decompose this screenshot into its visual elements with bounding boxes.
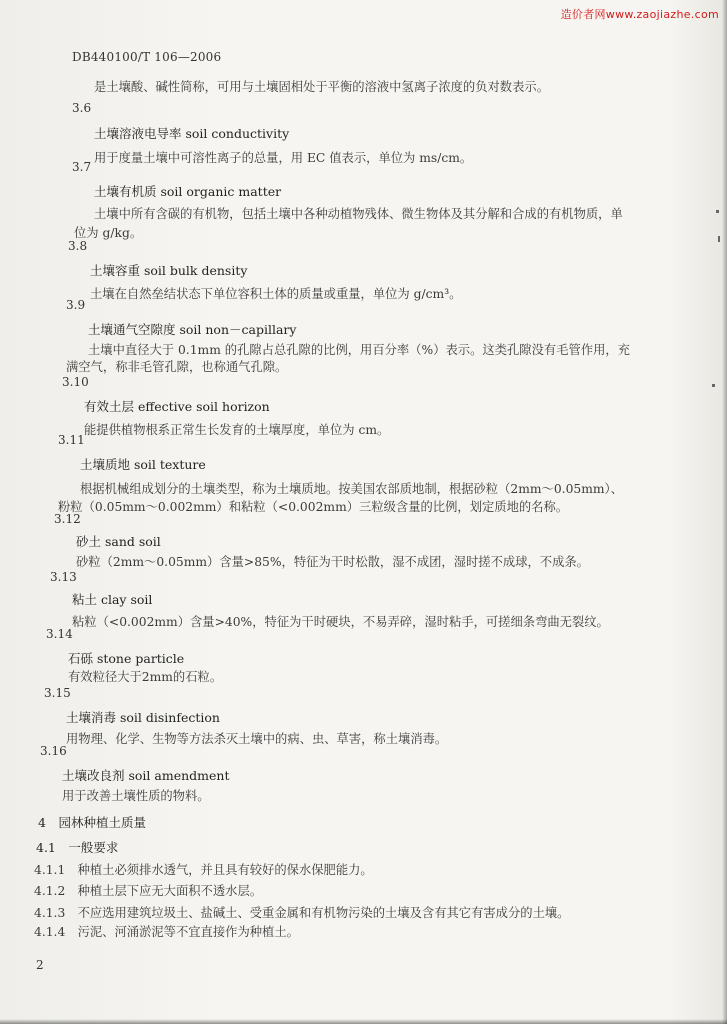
definition-3-10: 能提供植物根系正常生长发育的土壤厚度，单位为 cm。 — [84, 423, 390, 437]
term-sand-soil: 砂土 sand soil — [76, 534, 161, 549]
clause-number-3-13: 3.13 — [50, 570, 77, 584]
subsection-heading-4-1: 4.1 一般要求 — [36, 840, 119, 855]
scan-speck — [718, 236, 720, 242]
definition-3-9-line1: 土壤中直径大于 0.1mm 的孔隙占总孔隙的比例，用百分率（%）表示。这类孔隙没有毛管作用，充 — [88, 343, 630, 357]
clause-number-3-8: 3.8 — [68, 239, 88, 253]
term-soil-organic-matter: 土壤有机质 soil organic matter — [94, 184, 282, 199]
term-soil-texture: 土壤质地 soil texture — [80, 457, 206, 472]
definition-3-9-line2: 满空气，称非毛管孔隙，也称通气孔隙。 — [66, 360, 288, 374]
clause-4-1-3: 4.1.3 不应选用建筑垃圾土、盐碱土、受重金属和有机物污染的土壤及含有其它有害成分的土壤。 — [34, 906, 570, 920]
definition-3-16: 用于改善土壤性质的物料。 — [62, 789, 210, 803]
definition-3-7-line2: 位为 g/kg。 — [74, 226, 143, 240]
definition-3-13: 粘粒（<0.002mm）含量>40%，特征为干时硬块，不易弄碎，湿时粘手，可搓细条弯曲无裂纹。 — [72, 615, 609, 629]
term-clay-soil: 粘土 clay soil — [72, 592, 153, 607]
clause-number-3-9: 3.9 — [66, 298, 86, 312]
clause-4-1-1: 4.1.1 种植土必须排水透气，并且具有较好的保水保肥能力。 — [34, 863, 373, 877]
term-soil-non-capillary: 土壤通气空隙度 soil non－capillary — [88, 322, 297, 337]
definition-3-11-line1: 根据机械组成划分的土壤类型，称为土壤质地。按美国农部质地制，根据砂粒（2mm～0.05mm）、 — [80, 482, 623, 496]
term-soil-disinfection: 土壤消毒 soil disinfection — [66, 710, 220, 725]
clause-4-1-2: 4.1.2 种植土层下应无大面积不透水层。 — [34, 884, 263, 898]
clause-number-3-7: 3.7 — [72, 160, 92, 174]
definition-3-6: 用于度量土壤中可溶性离子的总量，用 EC 值表示，单位为 ms/cm。 — [94, 151, 473, 165]
document-code-header: DB440100/T 106—2006 — [72, 50, 222, 64]
definition-3-7-line1: 土壤中所有含碳的有机物，包括土壤中各种动植物残体、微生物体及其分解和合成的有机物质，单 — [94, 207, 623, 221]
term-effective-soil-horizon: 有效土层 effective soil horizon — [84, 399, 270, 414]
section-heading-4: 4 园林种植土质量 — [38, 815, 146, 830]
clause-number-3-10: 3.10 — [62, 375, 89, 389]
term-soil-bulk-density: 土壤容重 soil bulk density — [90, 263, 248, 278]
clause-4-1-4: 4.1.4 污泥、河涌淤泥等不宜直接作为种植土。 — [34, 925, 299, 939]
page-number: 2 — [36, 958, 44, 972]
site-watermark[interactable]: 造价者网www.zaojiazhe.com — [560, 8, 719, 21]
definition-3-15: 用物理、化学、生物等方法杀灭土壤中的病、虫、草害，称土壤消毒。 — [66, 732, 448, 746]
definition-3-8: 土壤在自然垒结状态下单位容积土体的质量或重量，单位为 g/cm³。 — [90, 287, 462, 301]
definition-3-14: 有效粒径大于2mm的石粒。 — [68, 670, 223, 684]
scan-speck — [716, 210, 719, 213]
term-soil-conductivity: 土壤溶液电导率 soil conductivity — [94, 126, 290, 141]
clause-number-3-11: 3.11 — [58, 433, 85, 447]
definition-3-12: 砂粒（2mm～0.05mm）含量>85%，特征为干时松散，湿不成团，湿时搓不成球，不成条。 — [76, 555, 589, 569]
term-stone-particle: 石砾 stone particle — [68, 651, 185, 666]
scan-speck — [712, 384, 715, 387]
term-soil-amendment: 土壤改良剂 soil amendment — [62, 768, 230, 783]
clause-number-3-15: 3.15 — [44, 686, 71, 700]
page-bottom-edge-shadow — [0, 1019, 727, 1024]
definition-3-11-line2: 粉粒（0.05mm～0.002mm）和粘粒（<0.002mm）三粒级含量的比例，划定质地的名称。 — [58, 500, 569, 514]
clause-number-3-16: 3.16 — [40, 744, 67, 758]
clause-number-3-6: 3.6 — [72, 101, 92, 115]
definition-3-5-continued: 是土壤酸、碱性简称，可用与土壤固相处于平衡的溶液中氢离子浓度的负对数表示。 — [94, 80, 549, 94]
clause-number-3-14: 3.14 — [46, 627, 73, 641]
page-right-edge-shadow — [722, 0, 727, 1024]
clause-number-3-12: 3.12 — [54, 512, 81, 526]
